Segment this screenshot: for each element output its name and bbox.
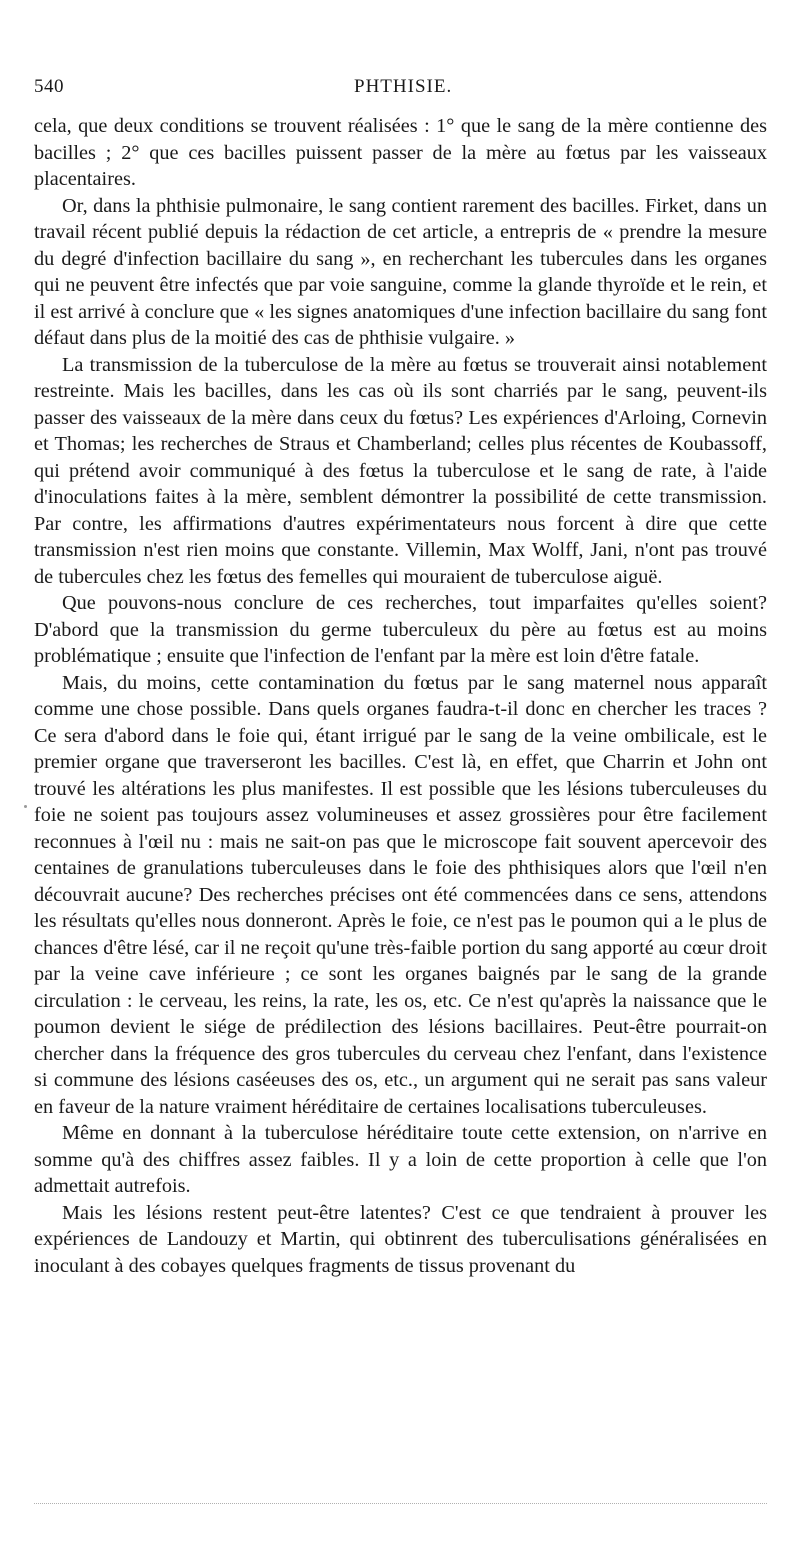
paragraph-5: Mais, du moins, cette contamination du fœtus par le sang maternel nous apparaît comme une chose possible. Dans quels organes faudra-t-il donc en chercher les traces ? Ce sera d'abord dans le foie qui, étant irrigué par le sang de la veine ombilicale, est le premier organe que traverseront les bacilles. C'est là, en effet, que Charrin et John ont trouvé les altérations les plus manifestes. Il est possible que les lésions tuberculeuses du foie ne soient pas toujours assez volumineuses et assez grossières pour être facilement reconnues à l'œil nu : mais ne sait-on pas que le microscope fait souvent apercevoir des centaines de granulations tuberculeuses dans le foie des phthisiques alors que l'œil n'en découvrait aucune? Des recherches précises ont été commencées dans ce sens, attendons les résultats qu'elles nous donneront. Après le foie, ce n'est pas le poumon qui a le plus de chances d'être lésé, car il ne reçoit qu'une très-faible portion du sang apporté au cœur droit par la veine cave inférieure ; ce sont les organes baignés par le sang de la grande circulation : le cerveau, les reins, la rate, les os, etc. Ce n'est qu'après la naissance que le poumon devient le siége de prédilection des lésions bacillaires. Peut-être pourrait-on chercher dans la fréquence des gros tubercules du cerveau chez l'enfant, dans l'existence si commune des lésions caséeuses des os, etc., un argument qui ne serait pas sans valeur en faveur de la nature vraiment héréditaire de certaines localisations tuberculeuses. xyxy=(34,671,767,1118)
paragraph-2: Or, dans la phthisie pulmonaire, le sang contient rarement des bacilles. Firket, dans un travail récent publié depuis la rédaction de cet article, a entrepris de « prendre la mesure du degré d'infection bacillaire du sang », en recherchant les tubercules dans les organes qui ne peuvent être infectés que par voie sanguine, comme la glande thyroïde et le rein, et il est arrivé à conclure que « les signes anatomiques d'une infection bacillaire du sang font défaut dans plus de la moitié des cas de phthisie vulgaire. » xyxy=(34,194,767,349)
running-title: PHTHISIE. xyxy=(354,76,453,97)
paragraph-7: Mais les lésions restent peut-être latentes? C'est ce que tendraient à prouver les expériences de Landouzy et Martin, qui obtinrent des tuberculisations généralisées en inoculant à des cobayes quelques fragments de tissus provenant du xyxy=(34,1201,767,1277)
page-number: 540 xyxy=(34,76,64,97)
paragraph-6: Même en donnant à la tuberculose héréditaire toute cette extension, on n'arrive en somme qu'à des chiffres assez faibles. Il y a loin de cette proportion à celle que l'on admettait autrefois. xyxy=(34,1122,767,1197)
scan-speck xyxy=(24,805,27,808)
body-text xyxy=(34,113,767,1279)
page-header xyxy=(34,76,767,108)
paragraph-3: La transmission de la tuberculose de la mère au fœtus se trouverait ainsi notablement restreinte. Mais les bacilles, dans les cas où ils sont charriés par le sang, peuvent-ils passer des vaisseaux de la mère dans ceux du fœtus? Les expériences d'Arloing, Cornevin et Thomas; les recherches de Straus et Chamberland; celles plus récentes de Koubassoff, qui prétend avoir communiqué à des fœtus la tuberculose et le sang de rate, à l'aide d'inoculations faites à la mère, semblent démontrer la possibilité de cette transmission. Par contre, les affirmations d'autres expérimentateurs nous forcent à dire que cette transmission n'est rien moins que constante. Villemin, Max Wolff, Jani, n'ont pas trouvé de tubercules chez les fœtus des femelles qui mouraient de tuberculose aiguë. xyxy=(34,353,767,588)
paragraph-4: Que pouvons-nous conclure de ces recherches, tout imparfaites qu'elles soient? D'abord que la transmission du germe tuberculeux du père au fœtus est au moins problématique ; ensuite que l'infection de l'enfant par la mère est loin d'être fatale. xyxy=(34,592,767,667)
paragraph-1: cela, que deux conditions se trouvent réalisées : 1° que le sang de la mère contienne des bacilles ; 2° que ces bacilles puissent passer de la mère au fœtus par les vaisseaux placentaires. xyxy=(34,115,767,190)
footer-scan-artifact xyxy=(34,1503,767,1504)
